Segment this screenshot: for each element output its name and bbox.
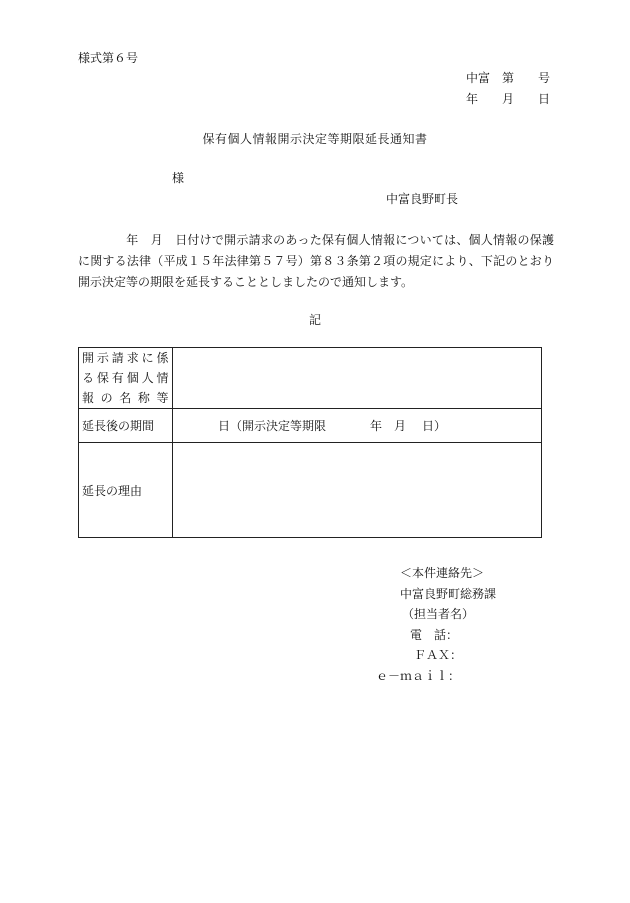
contact-block <box>376 563 496 686</box>
contact-person: （担当者名） <box>402 607 475 621</box>
table-row <box>79 443 542 538</box>
document-number: 中富 第 号 <box>465 71 550 85</box>
body-text <box>78 230 554 293</box>
period-day-text: 日（開示決定等期限 <box>218 419 327 433</box>
contact-fax: ＦＡＸ： <box>414 648 463 662</box>
table-row <box>79 409 542 443</box>
row-label-extended-period: 延長後の期間 <box>79 409 173 443</box>
addressee: 様 <box>172 171 185 185</box>
row-value-reason <box>173 443 542 538</box>
info-table <box>78 347 542 538</box>
period-close-text: 日） <box>422 419 447 433</box>
body-paragraph: 年 月 日付けで開示請求のあった保有個人情報については、個人情報の保護に関する法律（平成１５年法律第５７号）第８３条第２項の規定により、下記のとおり開示決定等の期限を延長することとしましたので通知します。 <box>78 233 554 289</box>
note-heading: 記 <box>308 313 321 327</box>
contact-heading: ＜本件連絡先＞ <box>400 566 485 580</box>
form-number: 様式第６号 <box>78 51 139 65</box>
contact-email: ｅ－ｍａｉｌ： <box>376 668 461 683</box>
row-label-reason: 延長の理由 <box>79 443 173 538</box>
contact-department: 中富良野町総務課 <box>400 586 497 601</box>
row-label-target-info: 開示請求に係る保有個人情報の名称等 <box>79 348 173 409</box>
period-month-text: 年 月 <box>370 419 407 433</box>
sender: 中富良野町長 <box>385 192 458 206</box>
table-row <box>79 348 542 409</box>
row-value-extended-period <box>173 409 542 443</box>
issue-date: 年 月 日 <box>465 92 550 106</box>
contact-phone: 電 話： <box>410 627 459 642</box>
row-value-target-info <box>173 348 542 409</box>
document-title: 保有個人情報開示決定等期限延長通知書 <box>202 132 428 146</box>
